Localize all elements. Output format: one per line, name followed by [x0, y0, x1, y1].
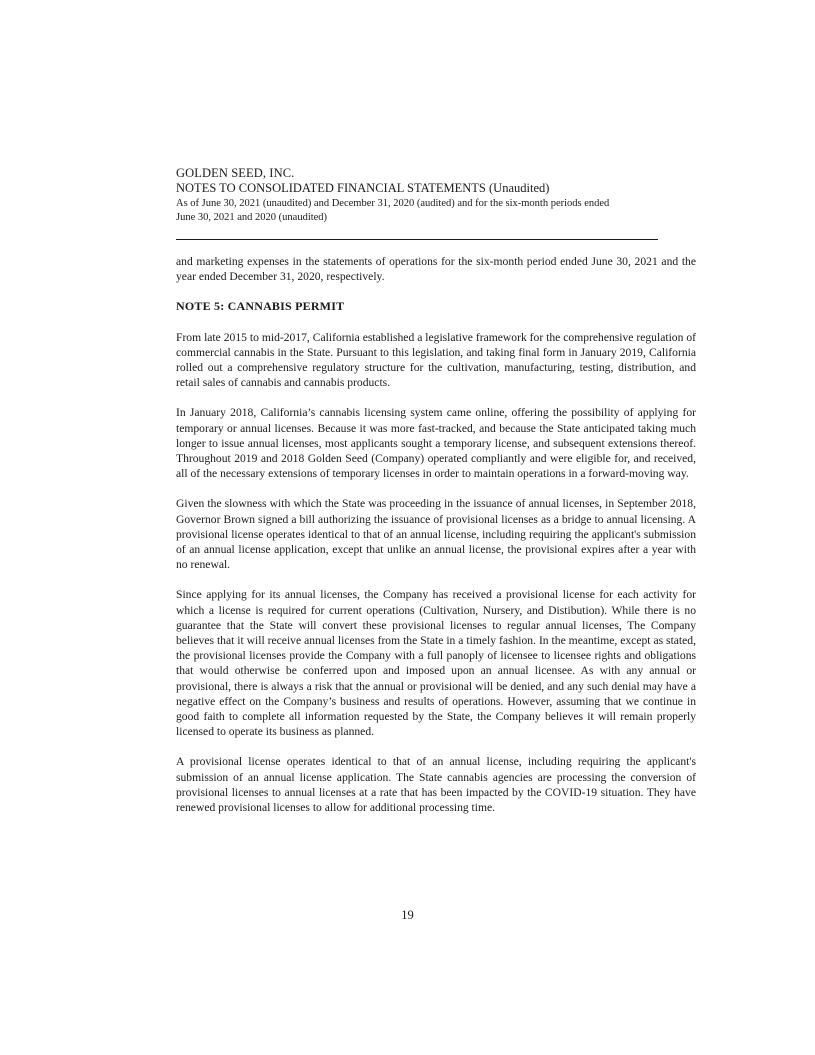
header-divider — [176, 239, 658, 240]
period-line-2: June 30, 2021 and 2020 (unaudited) — [176, 211, 328, 223]
document-body — [176, 254, 696, 830]
paragraph: In January 2018, California’s cannabis licensing system came online, offering the possibility of applying for temporary or annual licenses. Because it was more fast-tracked, and because the State anticipated taking much longer to issue annual licenses, most applicants sought a temporary license, and subsequent extensions thereof. Throughout 2019 and 2018 Golden Seed (Company) operated compliantly and were eligible for, and received, all of the necessary extensions of temporary licenses in order to maintain operations in a forward-moving way. — [176, 406, 696, 481]
paragraph: Since applying for its annual licenses, the Company has received a provisional license for each activity for which a license is required for current operations (Cultivation, Nursery, and Distibution). While there is no guarantee that the State will convert these provisional licenses to regular annual licenses, The Company believes that it will receive annual licenses from the State in a timely fashion. In the meantime, except as stated, the provisional licenses provide the Company with a full panoply of licensee to licensee rights and obligations that would otherwise be conferred upon and imposed upon an annual licensee. As with any annual or provisional, there is always a risk that the annual or provisional will be denied, and any such denial may have a negative effect on the Company’s business and results of operations. However, assuming that we continue in good faith to complete all information requested by the State, the Company believes it will remain properly licensed to operate its business as planned. — [176, 588, 696, 739]
period-line-1: As of June 30, 2021 (unaudited) and December 31, 2020 (audited) and for the six-month periods ended — [176, 198, 610, 209]
statement-title: NOTES TO CONSOLIDATED FINANCIAL STATEMENTS (Unaudited) — [176, 181, 550, 195]
paragraph: A provisional license operates identical to that of an annual license, including requiring the applicant's submission of an annual license application. The State cannabis agencies are processing the conversion of provisional licenses to annual licenses at a rate that has been impacted by the COVID-19 situation. They have renewed provisional licenses to allow for additional processing time. — [176, 755, 696, 815]
page-number: 19 — [401, 908, 414, 922]
company-name: GOLDEN SEED, INC. — [176, 166, 295, 180]
note-heading: NOTE 5: CANNABIS PERMIT — [176, 299, 345, 314]
paragraph: Given the slowness with which the State was proceeding in the issuance of annual licenses, in September 2018, Governor Brown signed a bill authorizing the issuance of provisional licenses as a bridge to annual licensing. A provisional license operates identical to that of an annual license, including requiring the applicant's submission of an annual license application, except that unlike an annual license, the provisional expires after a year with no renewal. — [176, 497, 696, 572]
continuation-paragraph: and marketing expenses in the statements of operations for the six-month period ended June 30, 2021 and the year ended December 31, 2020, respectively. — [176, 255, 696, 284]
paragraph: From late 2015 to mid-2017, California established a legislative framework for the comprehensive regulation of commercial cannabis in the State. Pursuant to this legislation, and taking final form in January 2019, California rolled out a comprehensive regulatory structure for the cultivation, manufacturing, testing, distribution, and retail sales of cannabis and cannabis products. — [176, 330, 696, 390]
period-description — [176, 197, 696, 224]
document-header — [176, 166, 696, 224]
